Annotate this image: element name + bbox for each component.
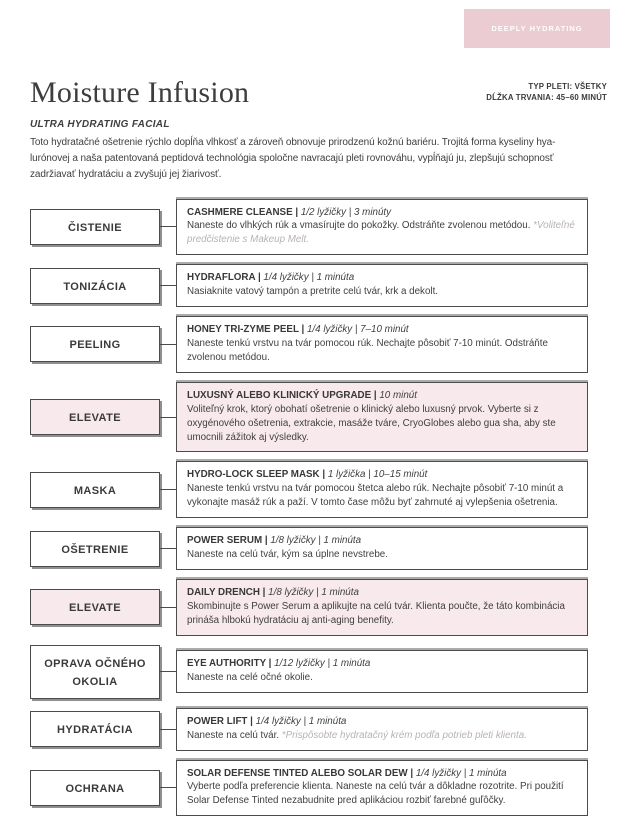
step-row — [30, 527, 588, 570]
product-dosage-time: 1/8 lyžičky | 1 minúta — [268, 587, 359, 598]
treatment-subtitle: ULTRA HYDRATING FACIAL — [30, 119, 617, 130]
step-description-text: Vyberte podľa preferencie klienta. Naneste na celú tvár a dôkladne rozotrite. Pri použití Solar Defense Tinted nezabudnite pred aplikáciou rozbiť farebné guľôčky. — [187, 781, 564, 806]
product-dosage-time: 1/4 lyžičky | 1 minúta — [256, 716, 347, 727]
step-description-text: Naneste tenkú vrstvu na tvár pomocou rúk. Nechajte pôsobiť 7-10 minút. Odstráňte zvolenou metódou. — [187, 338, 548, 363]
step-label-wrap — [30, 531, 160, 567]
protocol-steps-list — [30, 199, 588, 816]
step-row — [30, 579, 588, 636]
step-product-line — [187, 586, 577, 600]
step-row — [30, 199, 588, 256]
product-dosage-time: 1/2 lyžičky | 3 minúty — [301, 207, 391, 218]
step-label: ČISTENIE — [68, 222, 122, 234]
step-optional-note: *Prispôsobte hydratačný krém podľa potrieb pleti klienta. — [282, 730, 527, 741]
step-label: ELEVATE — [69, 412, 121, 424]
step-connector-line — [160, 417, 176, 418]
step-label: PEELING — [69, 339, 120, 351]
product-dosage-time: 1/4 lyžičky | 7–10 minút — [307, 324, 409, 335]
step-label: TONIZÁCIA — [63, 281, 126, 293]
step-label-box — [30, 326, 160, 362]
product-dosage-time: 1 lyžička | 10–15 minút — [328, 469, 427, 480]
step-label-box — [30, 531, 160, 567]
step-connector-line — [160, 729, 176, 730]
product-dosage-time: 1/4 lyžičky | 1 minúta — [416, 768, 507, 779]
step-description-text: Naneste na celé očné okolie. — [187, 672, 313, 683]
product-name: HONEY TRI-ZYME PEEL | — [187, 324, 304, 335]
step-label: OŠETRENIE — [61, 544, 128, 556]
intro-line: lurónovej a naša patentovaná peptidová technológia spoločne navracajú pleti rovnováhu, vypĺňajú ju, zlepšujú schopnosť — [30, 151, 605, 167]
step-connector-line — [160, 671, 176, 672]
duration-label: DĹŽKA TRVANIA: 45–60 MINÚT — [486, 92, 607, 103]
step-connector-line — [160, 226, 176, 227]
product-name: LUXUSNÝ ALEBO KLINICKÝ UPGRADE | — [187, 390, 377, 401]
step-description — [187, 337, 577, 365]
step-label-box — [30, 472, 160, 508]
step-content-box — [176, 708, 588, 751]
step-label-wrap — [30, 645, 160, 699]
step-label-box — [30, 209, 160, 245]
step-description — [187, 219, 577, 247]
step-row — [30, 645, 588, 699]
step-product-line — [187, 534, 577, 548]
product-name: POWER SERUM | — [187, 535, 268, 546]
step-description-text: Nasiaknite vatový tampón a pretrite celú tvár, krk a dekolt. — [187, 286, 438, 297]
step-label-wrap — [30, 209, 160, 245]
step-product-line — [187, 271, 577, 285]
step-product-line — [187, 767, 577, 781]
step-description — [187, 285, 577, 299]
step-description-text: Skombinujte s Power Serum a aplikujte na celú tvár. Klienta poučte, že táto kombinácia prináša hlbokú hydratáciu aj anti-aging benefity. — [187, 601, 565, 626]
step-label-box — [30, 645, 160, 699]
intro-line: Toto hydratačné ošetrenie rýchlo dopĺňa vlhkosť a zároveň obnovuje prirodzenú kožnú bariéru. Trojitá forma kyseliny hya- — [30, 135, 605, 151]
step-description — [187, 548, 577, 562]
step-description-text: Naneste na celú tvár, kým sa úplne nevstrebe. — [187, 549, 388, 560]
step-content-box — [176, 760, 588, 816]
product-name: CASHMERE CLEANSE | — [187, 207, 298, 218]
step-product-line — [187, 468, 577, 482]
step-description — [187, 600, 577, 628]
step-content-box — [176, 264, 588, 307]
step-label-box — [30, 589, 160, 625]
product-name: EYE AUTHORITY | — [187, 658, 271, 669]
step-connector-line — [160, 607, 176, 608]
step-row — [30, 382, 588, 453]
step-content-box — [176, 199, 588, 256]
step-content-box — [176, 316, 588, 373]
step-label-wrap — [30, 711, 160, 747]
step-description — [187, 729, 577, 743]
step-connector-line — [160, 787, 176, 788]
skin-type-label: TYP PLETI: VŠETKY — [486, 81, 607, 92]
step-row — [30, 316, 588, 373]
product-dosage-time: 10 minút — [379, 390, 417, 401]
step-description — [187, 671, 577, 685]
step-label-wrap — [30, 472, 160, 508]
step-product-line — [187, 389, 577, 403]
step-label-wrap — [30, 399, 160, 435]
product-dosage-time: 1/12 lyžičky | 1 minúta — [274, 658, 370, 669]
treatment-meta — [486, 78, 607, 104]
step-label: ELEVATE — [69, 602, 121, 614]
step-description — [187, 403, 577, 445]
step-optional-note: *Voliteľné predčistenie s Makeup Melt. — [187, 220, 575, 245]
step-label: MASKA — [74, 485, 116, 497]
step-label-wrap — [30, 589, 160, 625]
step-row — [30, 264, 588, 307]
step-label-wrap — [30, 268, 160, 304]
step-description-text: Naneste tenkú vrstvu na tvár pomocou štetca alebo rúk. Nechajte pôsobiť 7-10 minút a vykonajte masáž rúk a paží. V tomto čase môžu byť zahrnuté aj vylepšenia ošetrenia. — [187, 483, 563, 508]
step-description — [187, 482, 577, 510]
step-label-box — [30, 711, 160, 747]
product-name: HYDRAFLORA | — [187, 272, 261, 283]
step-content-box — [176, 579, 588, 636]
step-label-box — [30, 399, 160, 435]
step-product-line — [187, 715, 577, 729]
step-connector-line — [160, 285, 176, 286]
step-description — [187, 780, 577, 808]
step-row — [30, 708, 588, 751]
product-dosage-time: 1/4 lyžičky | 1 minúta — [263, 272, 354, 283]
category-badge-label: DEEPLY HYDRATING — [491, 24, 582, 33]
step-product-line — [187, 657, 577, 671]
step-label-wrap — [30, 326, 160, 362]
step-label: HYDRATÁCIA — [57, 724, 133, 736]
product-name: DAILY DRENCH | — [187, 587, 265, 598]
step-description-text: Naneste do vlhkých rúk a vmasírujte do pokožky. Odstráňte zvolenou metódou. — [187, 220, 530, 231]
step-content-box — [176, 382, 588, 453]
step-label-box — [30, 770, 160, 806]
step-label-box — [30, 268, 160, 304]
step-product-line — [187, 206, 577, 220]
step-connector-line — [160, 548, 176, 549]
step-product-line — [187, 323, 577, 337]
step-connector-line — [160, 344, 176, 345]
page-title: Moisture Infusion — [30, 78, 249, 108]
category-badge — [464, 9, 610, 48]
product-name: POWER LIFT | — [187, 716, 253, 727]
step-content-box — [176, 527, 588, 570]
step-description-text: Naneste na celú tvár. — [187, 730, 279, 741]
step-label-wrap — [30, 770, 160, 806]
step-connector-line — [160, 489, 176, 490]
step-content-box — [176, 650, 588, 693]
step-row — [30, 461, 588, 518]
step-content-box — [176, 461, 588, 518]
intro-line: zadržiavať hydratáciu a zvyšujú jej žiarivosť. — [30, 167, 605, 183]
step-label: OCHRANA — [65, 783, 124, 795]
step-row — [30, 760, 588, 816]
product-dosage-time: 1/8 lyžičky | 1 minúta — [270, 535, 361, 546]
product-name: SOLAR DEFENSE TINTED ALEBO SOLAR DEW | — [187, 768, 413, 779]
step-label: OPRAVA OČNÉHO OKOLIA — [44, 658, 146, 688]
product-name: HYDRO-LOCK SLEEP MASK | — [187, 469, 325, 480]
intro-paragraph — [30, 135, 605, 184]
step-description-text: Voliteľný krok, ktorý obohatí ošetrenie o klinický alebo luxusný prvok. Vyberte si z oxygénového ošetrenia, extrakcie, masáže tváre, CryoGlobes alebo gua sha, aby ste umocnili zážitok aj výsledky. — [187, 404, 556, 443]
